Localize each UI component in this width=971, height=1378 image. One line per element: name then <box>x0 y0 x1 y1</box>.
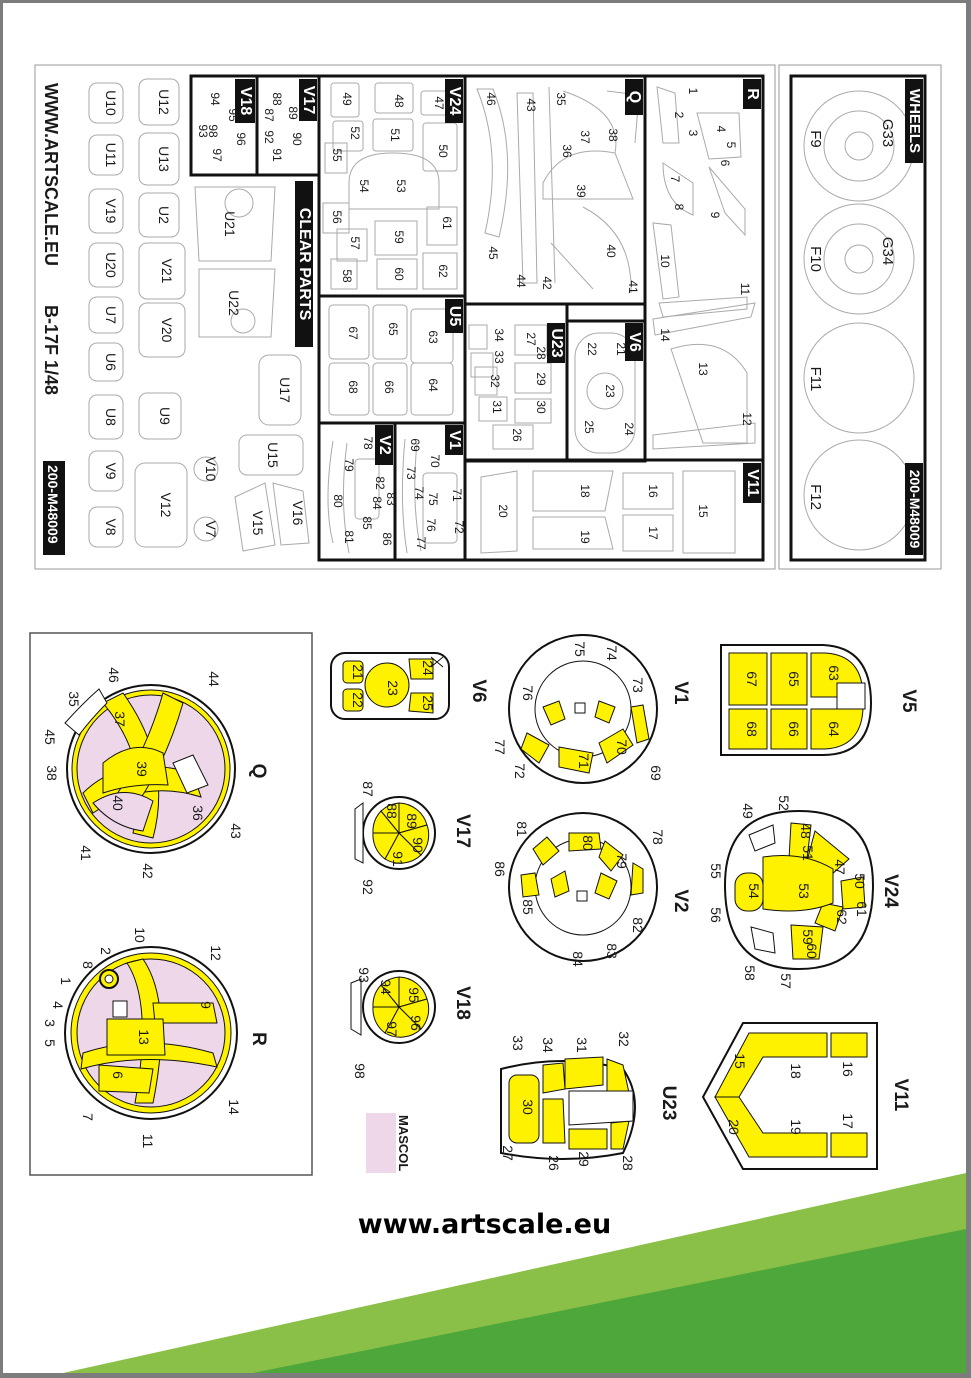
box-part-number: 55 <box>330 148 344 162</box>
diagram-callout: 87 <box>360 781 376 797</box>
box-part-number: 61 <box>440 216 454 230</box>
wheel-part-label: F11 <box>807 366 824 392</box>
box-title: Q <box>626 90 643 104</box>
box-part-number: 25 <box>582 420 596 434</box>
box-part-number: 1 <box>686 87 700 95</box>
box-title: V24 <box>446 86 463 116</box>
box-part-number: 81 <box>342 530 356 544</box>
diagram-title: U23 <box>658 1085 679 1121</box>
box-part-number: 97 <box>210 148 224 162</box>
diagram-callout: 13 <box>136 1029 152 1045</box>
box-part-number: 62 <box>436 264 450 278</box>
diagram-callout: 48 <box>798 823 814 839</box>
diagram-callout: 63 <box>826 665 842 681</box>
box-part-number: 14 <box>658 328 672 342</box>
diagram-callout: 56 <box>708 907 724 923</box>
box-part-number: 98 <box>206 124 220 138</box>
loose-part-label: U9 <box>157 407 173 425</box>
product-label: B-17F 1/48 <box>41 305 61 396</box>
diagram-callout: 60 <box>804 943 820 959</box>
loose-part-label: U21 <box>222 211 238 237</box>
box-part-number: 82 <box>373 476 387 490</box>
box-part-number: 26 <box>510 428 524 442</box>
box-part-number: 52 <box>348 126 362 140</box>
box-part-number: 38 <box>606 128 620 142</box>
loose-part-label: U15 <box>265 442 281 468</box>
box-part-number: 16 <box>646 484 660 498</box>
box-title: U23 <box>548 328 565 358</box>
diagram-callout: 89 <box>404 813 420 829</box>
box-part-number: 43 <box>524 98 538 112</box>
box-part-number: 50 <box>436 144 450 158</box>
loose-part-label: U20 <box>103 252 119 278</box>
diagram-callout: 88 <box>384 803 400 819</box>
diagram-callout: 37 <box>112 711 128 727</box>
diagram-callout: 25 <box>420 695 436 711</box>
wheel-part-label: F12 <box>807 484 824 510</box>
loose-part-label: V12 <box>158 492 174 518</box>
diagram-callout: 80 <box>580 835 596 851</box>
box-part-number: 65 <box>386 322 400 336</box>
diagram-callout: 43 <box>228 823 244 839</box>
box-part-number: 54 <box>357 179 371 193</box>
diagram-callout: 15 <box>732 1053 748 1069</box>
diagram-callout: 3 <box>42 1019 58 1027</box>
box-part-number: 49 <box>340 92 354 106</box>
loose-part-label: U6 <box>103 353 119 371</box>
box-part-number: 28 <box>534 346 548 360</box>
box-part-number: 86 <box>380 532 394 546</box>
box-part-number: 47 <box>432 96 446 110</box>
loose-part-label: V10 <box>203 456 219 482</box>
box-part-number: 7 <box>668 175 682 183</box>
diagram-callout: 20 <box>726 1119 742 1135</box>
diagram-title: Q <box>248 763 269 779</box>
diagram-callout: 31 <box>574 1037 590 1053</box>
box-part-number: 9 <box>708 211 722 219</box>
box-part-number: 22 <box>585 342 599 356</box>
diagram-callout: 58 <box>742 965 758 981</box>
diagram-callout: 8 <box>80 961 96 969</box>
diagram-callout: 68 <box>744 721 760 737</box>
instruction-artwork <box>3 3 966 1373</box>
wheels-code: 200-M48009 <box>907 469 923 549</box>
box-part-number: 15 <box>696 504 710 518</box>
diagram-callout: 38 <box>44 765 60 781</box>
box-part-number: 31 <box>490 400 504 414</box>
box-part-number: 80 <box>331 494 345 508</box>
diagram-title: R <box>248 1032 269 1046</box>
box-part-number: 46 <box>484 92 498 106</box>
wheel-part-label: F9 <box>807 130 824 148</box>
box-title: V6 <box>626 332 643 352</box>
box-part-number: 94 <box>208 92 222 106</box>
loose-part-label: V16 <box>290 500 306 526</box>
diagram-title: V11 <box>890 1078 911 1112</box>
box-title: V17 <box>300 85 317 115</box>
box-part-number: 63 <box>426 330 440 344</box>
box-title: V2 <box>376 435 393 455</box>
box-part-number: 29 <box>534 372 548 386</box>
box-part-number: 4 <box>714 125 728 133</box>
box-part-number: 6 <box>718 159 732 167</box>
box-part-number: 69 <box>408 438 422 452</box>
diagram-callout: 96 <box>408 1015 424 1031</box>
loose-part-label: U2 <box>156 206 172 224</box>
diagram-callout: 39 <box>134 761 150 777</box>
box-part-number: 73 <box>404 466 418 480</box>
box-part-number: 58 <box>340 269 354 283</box>
diagram-callout: 86 <box>492 861 508 877</box>
loose-part-label: V19 <box>103 198 119 224</box>
diagram-callout: 12 <box>208 945 224 961</box>
box-title: U5 <box>446 305 463 327</box>
diagram-callout: 7 <box>80 1113 96 1121</box>
box-part-number: 89 <box>286 106 300 120</box>
diagram-callout: 94 <box>378 979 394 995</box>
diagram-callout: 62 <box>834 909 850 925</box>
diagram-callout: 30 <box>520 1099 536 1115</box>
loose-part-label: V20 <box>159 317 175 343</box>
diagram-callout: 90 <box>410 837 426 853</box>
diagram-callout: 4 <box>50 1001 66 1009</box>
loose-part-label: U13 <box>156 146 172 172</box>
diagram-callout: 11 <box>140 1133 156 1149</box>
box-part-number: 32 <box>488 374 502 388</box>
box-part-number: 33 <box>492 350 506 364</box>
box-part-number: 74 <box>412 486 426 500</box>
diagram-callout: 28 <box>620 1155 636 1171</box>
box-part-number: 48 <box>392 94 406 108</box>
clear-parts-heading: CLEAR PARTS <box>296 207 313 321</box>
loose-part-label: U17 <box>277 377 293 403</box>
wheel-part-label: G33 <box>879 118 896 148</box>
wheel-part-label: F10 <box>807 246 824 272</box>
diagram-callout: 17 <box>840 1113 856 1129</box>
box-part-number: 45 <box>486 246 500 260</box>
box-part-number: 66 <box>382 380 396 394</box>
diagram-callout: 5 <box>42 1039 58 1047</box>
box-part-number: 12 <box>740 412 754 426</box>
box-title: V1 <box>446 430 463 450</box>
diagram-callout: 26 <box>546 1155 562 1171</box>
box-part-number: 60 <box>392 267 406 281</box>
diagram-callout: 66 <box>786 721 802 737</box>
box-part-number: 67 <box>346 326 360 340</box>
loose-part-label: V21 <box>159 258 175 284</box>
diagram-callout: 36 <box>190 805 206 821</box>
box-part-number: 70 <box>428 454 442 468</box>
diagram-callout: 29 <box>576 1151 592 1167</box>
box-part-number: 11 <box>738 282 752 296</box>
loose-part-label: U12 <box>156 89 172 115</box>
diagram-callout: 65 <box>786 671 802 687</box>
box-part-number: 5 <box>724 141 738 149</box>
diagram-callout: 69 <box>648 765 664 781</box>
loose-part-label: U22 <box>226 290 242 316</box>
box-part-number: 77 <box>414 536 428 550</box>
box-part-number: 34 <box>492 328 506 342</box>
diagram-callout: 18 <box>788 1063 804 1079</box>
diagram-callout: 59 <box>800 929 816 945</box>
wheel-part-label: G34 <box>879 236 896 266</box>
diagram-callout: 71 <box>576 753 592 769</box>
mascol-swatch <box>366 1113 396 1173</box>
loose-part-label: U10 <box>103 90 119 116</box>
diagram-callout: 32 <box>616 1031 632 1047</box>
box-part-number: 10 <box>658 254 672 268</box>
diagram-callout: 51 <box>800 845 816 861</box>
diagram-callout: 76 <box>520 685 536 701</box>
diagram-callout: 49 <box>740 803 756 819</box>
diagram-callout: 1 <box>58 977 74 985</box>
box-part-number: 95 <box>226 108 240 122</box>
diagram-callout: 61 <box>854 901 870 917</box>
diagram-callout: 84 <box>570 951 586 967</box>
box-part-number: 8 <box>672 203 686 211</box>
diagram-callout: 64 <box>826 721 842 737</box>
box-part-number: 42 <box>540 276 554 290</box>
diagram-callout: 16 <box>840 1061 856 1077</box>
diagram-title: V5 <box>898 689 919 713</box>
wheels-title: WHEELS <box>906 88 923 154</box>
diagram-callout: 35 <box>66 691 82 707</box>
diagram-callout: 67 <box>744 671 760 687</box>
diagram-callout: 93 <box>356 967 372 983</box>
diagram-callout: 22 <box>350 692 366 708</box>
loose-part-label: U8 <box>103 408 119 426</box>
box-part-number: 36 <box>560 144 574 158</box>
diagram-callout: 91 <box>390 851 406 867</box>
diagram-callout: 77 <box>492 739 508 755</box>
box-part-number: 84 <box>370 496 384 510</box>
box-part-number: 19 <box>578 530 592 544</box>
diagram-callout: 41 <box>78 845 94 861</box>
box-part-number: 24 <box>622 422 636 436</box>
diagram-callout: 92 <box>360 879 376 895</box>
box-part-number: 13 <box>696 362 710 376</box>
loose-part-label: U7 <box>103 306 119 324</box>
diagram-title: V2 <box>670 889 691 913</box>
diagram-callout: 21 <box>350 664 366 680</box>
loose-part-label: U11 <box>103 142 119 168</box>
diagram-title: V24 <box>880 874 901 908</box>
diagram-callout: 2 <box>98 947 114 955</box>
loose-part-label: V8 <box>103 518 119 536</box>
diagram-callout: 98 <box>352 1063 368 1079</box>
box-part-number: 40 <box>604 244 618 258</box>
diagram-callout: 55 <box>708 863 724 879</box>
diagram-callout: 27 <box>500 1145 516 1161</box>
diagram-title: V18 <box>452 986 473 1020</box>
diagram-callout: 73 <box>630 677 646 693</box>
diagram-callout: 19 <box>788 1119 804 1135</box>
diagram-callout: 14 <box>226 1099 242 1115</box>
box-part-number: 44 <box>514 274 528 288</box>
diagram-callout: 44 <box>206 671 222 687</box>
code-label: 200-M48009 <box>45 465 61 544</box>
box-part-number: 17 <box>646 526 660 540</box>
box-part-number: 41 <box>626 280 640 294</box>
box-part-number: 18 <box>578 484 592 498</box>
diagram-callout: 83 <box>604 943 620 959</box>
diagram-callout: 24 <box>420 660 436 676</box>
box-part-number: 96 <box>234 132 248 146</box>
diagram-callout: 70 <box>614 739 630 755</box>
diagram-callout: 10 <box>132 927 148 943</box>
diagram-callout: 72 <box>512 763 528 779</box>
diagram-callout: 53 <box>796 883 812 899</box>
diagram-title: V1 <box>670 681 691 705</box>
diagram-callout: 79 <box>614 853 630 869</box>
diagram-callout: 52 <box>776 795 792 811</box>
box-part-number: 93 <box>196 124 210 138</box>
box-part-number: 87 <box>262 108 276 122</box>
box-part-number: 23 <box>603 384 617 398</box>
diagram-callout: 50 <box>852 873 868 889</box>
box-part-number: 35 <box>554 92 568 106</box>
diagram-callout: 6 <box>110 1071 126 1079</box>
diagram-title: V6 <box>468 679 489 703</box>
box-part-number: 64 <box>426 378 440 392</box>
diagram-callout: 57 <box>778 973 794 989</box>
box-part-number: 2 <box>672 111 686 119</box>
diagram-title: V17 <box>452 814 473 848</box>
box-part-number: 3 <box>686 129 700 137</box>
box-part-number: 51 <box>388 128 402 142</box>
instruction-page <box>3 3 966 1373</box>
mascol-label: MASCOL <box>396 1115 411 1172</box>
box-part-number: 88 <box>270 92 284 106</box>
box-part-number: 30 <box>534 400 548 414</box>
diagram-callout: 74 <box>604 645 620 661</box>
box-part-number: 20 <box>496 504 510 518</box>
diagram-callout: 82 <box>630 917 646 933</box>
box-part-number: 27 <box>524 332 538 346</box>
loose-part-label: V7 <box>203 520 219 538</box>
diagram-callout: 85 <box>520 899 536 915</box>
box-part-number: 92 <box>262 130 276 144</box>
diagram-v5 <box>721 645 871 755</box>
diagram-callout: 47 <box>832 859 848 875</box>
diagram-callout: 45 <box>42 729 58 745</box>
footer-url[interactable]: www.artscale.eu <box>357 1209 612 1240</box>
box-title: V11 <box>744 469 761 497</box>
box-part-number: 39 <box>574 184 588 198</box>
box-part-number: 75 <box>426 492 440 506</box>
diagram-callout: 23 <box>385 680 401 696</box>
box-part-number: 53 <box>394 179 408 193</box>
diagram-callout: 33 <box>510 1035 526 1051</box>
box-part-number: 57 <box>348 236 362 250</box>
box-part-number: 59 <box>392 230 406 244</box>
diagram-callout: 78 <box>650 829 666 845</box>
diagram-callout: 97 <box>384 1021 400 1037</box>
diagram-callout: 46 <box>106 667 122 683</box>
diagram-callout: 95 <box>406 987 422 1003</box>
loose-part-label: V15 <box>250 510 266 536</box>
diagram-callout: 54 <box>746 883 762 899</box>
diagram-callout: 42 <box>140 863 156 879</box>
box-part-number: 37 <box>578 130 592 144</box>
diagram-v11 <box>703 1023 877 1169</box>
box-part-number: 71 <box>450 488 464 502</box>
loose-part-label: V9 <box>103 462 119 480</box>
box-title: V18 <box>237 86 254 116</box>
box-part-number: 79 <box>342 458 356 472</box>
diagram-callout: 81 <box>514 821 530 837</box>
diagram-callout: 40 <box>110 795 126 811</box>
brand-url-label: WWW.ARTSCALE.EU <box>41 83 61 266</box>
diagram-callout: 75 <box>572 641 588 657</box>
box-part-number: 85 <box>360 516 374 530</box>
box-part-number: 83 <box>384 492 398 506</box>
diagram-callout: 34 <box>540 1037 556 1053</box>
box-part-number: 21 <box>614 342 628 356</box>
box-part-number: 78 <box>361 436 375 450</box>
diagram-callout: 9 <box>198 1001 214 1009</box>
box-part-number: 76 <box>424 518 438 532</box>
box-title: R <box>744 88 761 100</box>
box-part-number: 68 <box>346 380 360 394</box>
box-part-number: 90 <box>290 132 304 146</box>
box-part-number: 56 <box>330 210 344 224</box>
box-part-number: 91 <box>270 148 284 162</box>
box-part-number: 72 <box>452 520 466 534</box>
